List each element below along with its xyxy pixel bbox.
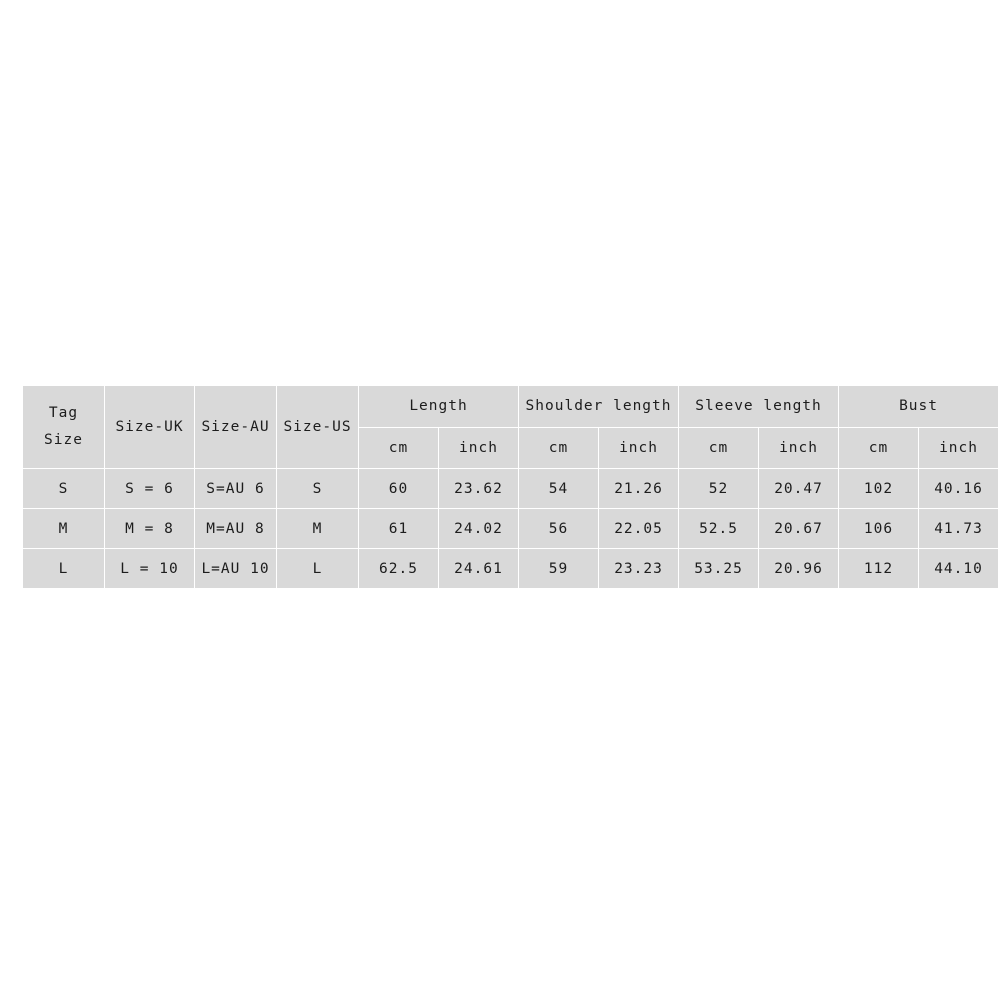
cell-size-uk: M = 8: [105, 509, 195, 549]
tag-size-line2: Size: [44, 432, 83, 448]
cell-sleeve-cm: 52.5: [679, 509, 759, 549]
column-header-bust-inch: inch: [919, 427, 999, 469]
table-row: [23, 509, 999, 549]
column-header-length-cm: cm: [359, 427, 439, 469]
cell-bust-inch: 40.16: [919, 469, 999, 509]
size-chart-table: [22, 385, 999, 589]
table-header-group-row: [23, 386, 999, 428]
cell-tag: M: [23, 509, 105, 549]
cell-size-au: L=AU 10: [195, 549, 277, 589]
cell-shoulder-inch: 21.26: [599, 469, 679, 509]
cell-size-us: S: [277, 469, 359, 509]
column-header-length-inch: inch: [439, 427, 519, 469]
column-header-sleeve-cm: cm: [679, 427, 759, 469]
column-header-shoulder-inch: inch: [599, 427, 679, 469]
column-header-group-length: Length: [359, 386, 519, 428]
cell-shoulder-cm: 59: [519, 549, 599, 589]
cell-bust-inch: 44.10: [919, 549, 999, 589]
tag-size-line1: Tag: [48, 405, 79, 422]
cell-bust-inch: 41.73: [919, 509, 999, 549]
cell-size-us: L: [277, 549, 359, 589]
cell-shoulder-inch: 22.05: [599, 509, 679, 549]
cell-tag: L: [23, 549, 105, 589]
cell-sleeve-inch: 20.96: [759, 549, 839, 589]
column-header-bust-cm: cm: [839, 427, 919, 469]
cell-length-cm: 60: [359, 469, 439, 509]
cell-sleeve-cm: 53.25: [679, 549, 759, 589]
cell-length-inch: 24.61: [439, 549, 519, 589]
cell-shoulder-inch: 23.23: [599, 549, 679, 589]
cell-size-au: M=AU 8: [195, 509, 277, 549]
cell-sleeve-inch: 20.67: [759, 509, 839, 549]
size-chart-container: [22, 385, 984, 589]
cell-shoulder-cm: 54: [519, 469, 599, 509]
column-header-size-uk: Size-UK: [105, 386, 195, 469]
cell-size-uk: L = 10: [105, 549, 195, 589]
cell-sleeve-inch: 20.47: [759, 469, 839, 509]
table-row: [23, 549, 999, 589]
cell-length-inch: 23.62: [439, 469, 519, 509]
column-header-size-au: Size-AU: [195, 386, 277, 469]
column-header-group-sleeve-length: Sleeve length: [679, 386, 839, 428]
column-header-tag-size: [23, 386, 105, 469]
cell-bust-cm: 112: [839, 549, 919, 589]
cell-size-au: S=AU 6: [195, 469, 277, 509]
column-header-group-bust: Bust: [839, 386, 999, 428]
cell-bust-cm: 106: [839, 509, 919, 549]
cell-tag: S: [23, 469, 105, 509]
cell-bust-cm: 102: [839, 469, 919, 509]
cell-length-inch: 24.02: [439, 509, 519, 549]
table-row: [23, 469, 999, 509]
column-header-size-us: Size-US: [277, 386, 359, 469]
column-header-group-shoulder-length: Shoulder length: [519, 386, 679, 428]
cell-length-cm: 62.5: [359, 549, 439, 589]
column-header-shoulder-cm: cm: [519, 427, 599, 469]
cell-shoulder-cm: 56: [519, 509, 599, 549]
cell-size-uk: S = 6: [105, 469, 195, 509]
cell-length-cm: 61: [359, 509, 439, 549]
cell-size-us: M: [277, 509, 359, 549]
column-header-sleeve-inch: inch: [759, 427, 839, 469]
cell-sleeve-cm: 52: [679, 469, 759, 509]
